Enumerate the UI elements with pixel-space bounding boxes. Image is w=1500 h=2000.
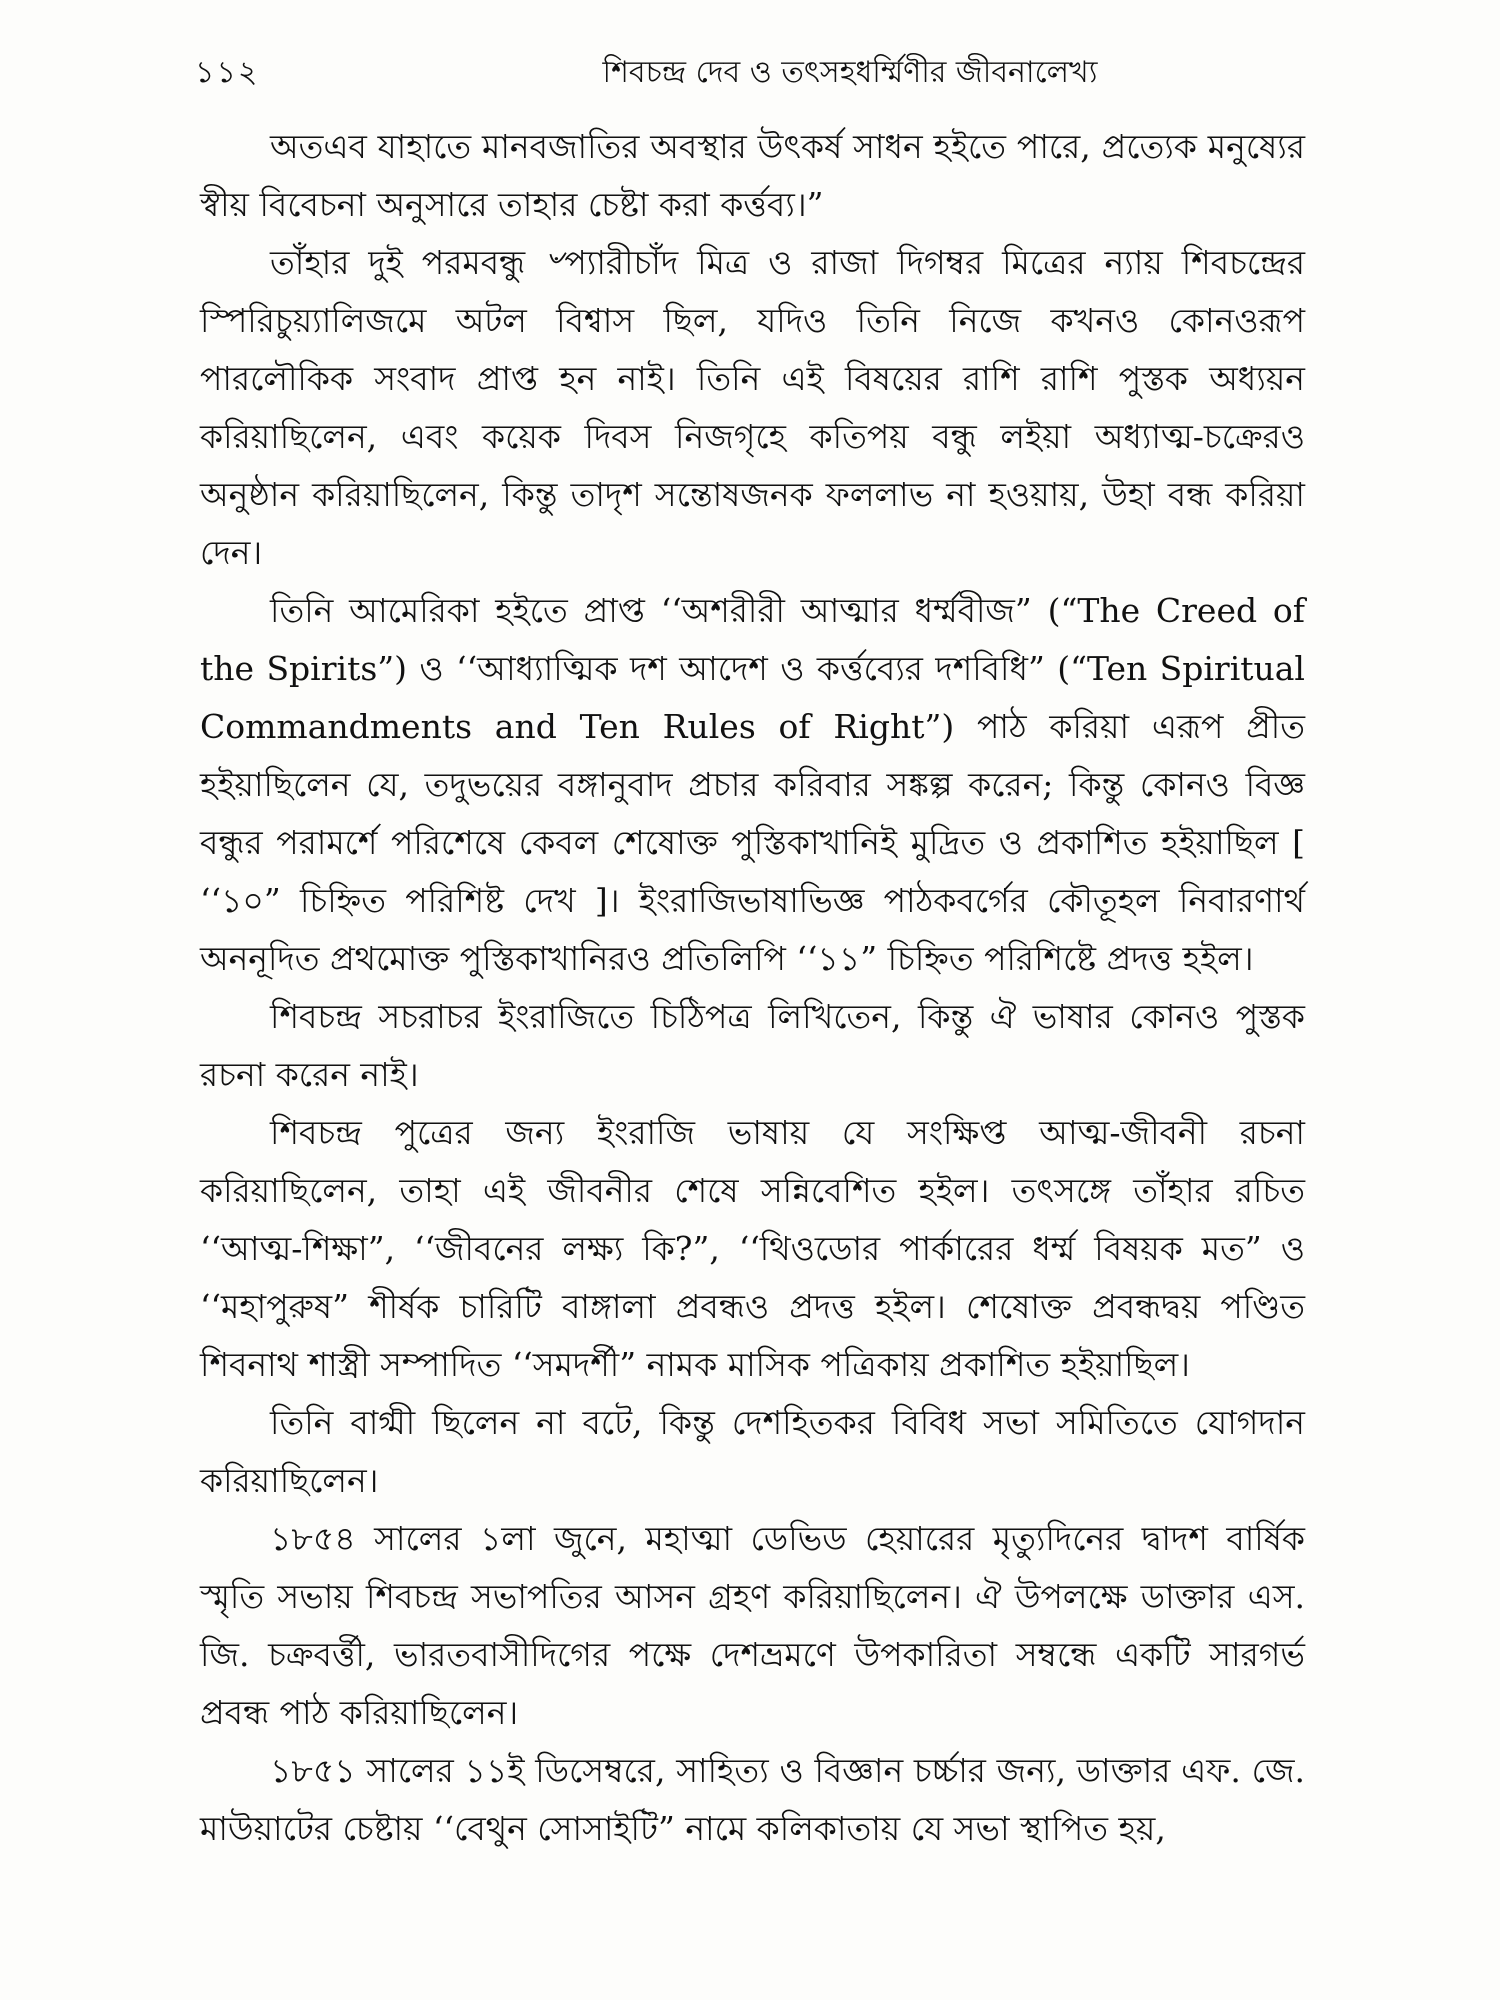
- running-title: শিবচন্দ্র দেব ও তৎসহধর্ম্মিণীর জীবনালেখ্য: [602, 55, 1098, 90]
- paragraph-bethune-society: ১৮৫১ সালের ১১ই ডিসেম্বরে, সাহিত্য ও বিজ্ঞান চর্চ্চার জন্য, ডাক্তার এফ. জে. মাউয়াটের চেষ্টায় ‘‘বেথুন সোসাইটি” নামে কলিকাতায় যে সভা স্থাপিত হয়,: [200, 1751, 1305, 1848]
- paragraph-spiritualism: তাঁহার দুই পরমবন্ধু ৺প্যারীচাঁদ মিত্র ও রাজা দিগম্বর মিত্রের ন্যায় শিবচন্দ্রের স্পিরিচুয়্যালিজমে অটল বিশ্বাস ছিল, যদিও তিনি নিজে কখনও কোনওরূপ পারলৌকিক সংবাদ প্রাপ্ত হন নাই। তিনি এই বিষয়ের রাশি রাশি পুস্তক অধ্যয়ন করিয়াছিলেন, এবং কয়েক দিবস নিজগৃহে কতিপয় বন্ধু লইয়া অধ্যাত্ম-চক্রেরও অনুষ্ঠান করিয়াছিলেন, কিন্তু তাদৃশ সন্তোষজনক ফললাভ না হওয়ায়, উহা বন্ধ করিয়া দেন।: [200, 243, 1305, 572]
- paragraph-david-hare-memorial: ১৮৫৪ সালের ১লা জুনে, মহাত্মা ডেভিড হেয়ারের মৃত্যুদিনের দ্বাদশ বার্ষিক স্মৃতি সভায় শিবচন্দ্র সভাপতির আসন গ্রহণ করিয়াছিলেন। ঐ উপলক্ষে ডাক্তার এস. জি. চক্রবর্ত্তী, ভারতবাসীদিগের পক্ষে দেশভ্রমণে উপকারিতা সম্বন্ধে একটি সারগর্ভ প্রবন্ধ পাঠ করিয়াছিলেন।: [200, 1519, 1305, 1732]
- paragraph-english-letters: শিবচন্দ্র সচরাচর ইংরাজিতে চিঠিপত্র লিখিতেন, কিন্তু ঐ ভাষার কোনও পুস্তক রচনা করেন নাই।: [200, 997, 1305, 1094]
- page-header: [195, 42, 1305, 102]
- page-number: ১১২: [195, 55, 260, 90]
- paragraph-autobiography: শিবচন্দ্র পুত্রের জন্য ইংরাজি ভাষায় যে সংক্ষিপ্ত আত্ম-জীবনী রচনা করিয়াছিলেন, তাহা এই জীবনীর শেষে সন্নিবেশিত হইল। তৎসঙ্গে তাঁহার রচিত ‘‘আত্ম-শিক্ষা”, ‘‘জীবনের লক্ষ্য কি?”, ‘‘থিওডোর পার্কারের ধর্ম্ম বিষয়ক মত” ও ‘‘মহাপুরুষ” শীর্ষক চারিটি বাঙ্গালা প্রবন্ধও প্রদত্ত হইল। শেষোক্ত প্রবন্ধদ্বয় পণ্ডিত শিবনাথ শাস্ত্রী সম্পাদিত ‘‘সমদর্শী” নামক মাসিক পত্রিকায় প্রকাশিত হইয়াছিল।: [200, 1113, 1305, 1384]
- paragraph-orator: তিনি বাগ্মী ছিলেন না বটে, কিন্তু দেশহিতকর বিবিধ সভা সমিতিতে যোগদান করিয়াছিলেন।: [200, 1403, 1305, 1500]
- body-text: [200, 118, 1305, 1858]
- paragraph-quote-end: অতএব যাহাতে মানবজাতির অবস্থার উৎকর্ষ সাধন হইতে পারে, প্রত্যেক মনুষ্যের স্বীয় বিবেচনা অনুসারে তাহার চেষ্টা করা কর্ত্তব্য।”: [200, 127, 1305, 224]
- paragraph-creed-of-spirits: তিনি আমেরিকা হইতে প্রাপ্ত ‘‘অশরীরী আত্মার ধর্ম্মবীজ” (“The Creed of the Spirits”) ও ‘‘আধ্যাত্মিক দশ আদেশ ও কর্ত্তব্যের দশবিধি” (“Ten Spiritual Commandments and Ten Rules of Right”) পাঠ করিয়া এরূপ প্রীত হইয়াছিলেন যে, তদুভয়ের বঙ্গানুবাদ প্রচার করিবার সঙ্কল্প করেন; কিন্তু কোনও বিজ্ঞ বন্ধুর পরামর্শে পরিশেষে কেবল শেষোক্ত পুস্তিকাখানিই মুদ্রিত ও প্রকাশিত হইয়াছিল [ ‘‘১০” চিহ্নিত পরিশিষ্ট দেখ ]। ইংরাজিভাষাভিজ্ঞ পাঠকবর্গের কৌতূহল নিবারণার্থ অননূদিত প্রথমোক্ত পুস্তিকাখানিরও প্রতিলিপি ‘‘১১” চিহ্নিত পরিশিষ্টে প্রদত্ত হইল।: [200, 591, 1305, 978]
